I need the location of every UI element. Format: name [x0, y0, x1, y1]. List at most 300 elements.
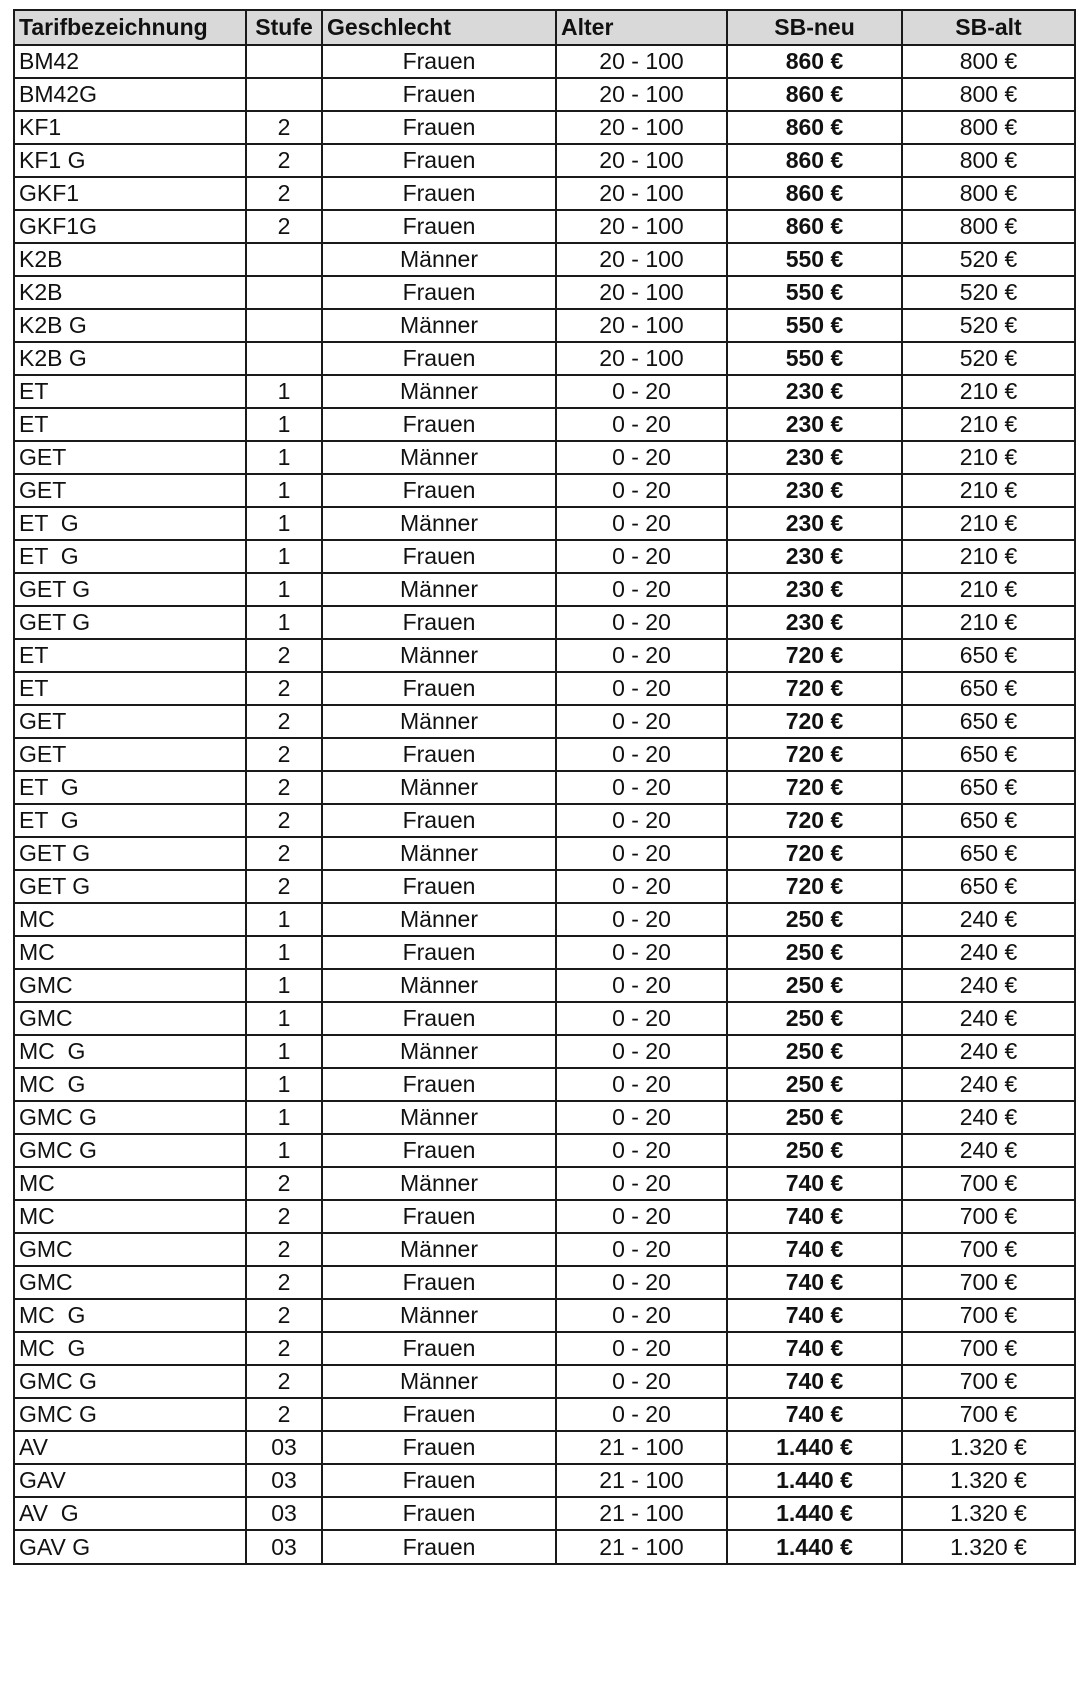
cell-alter: 0 - 20 [556, 837, 727, 870]
table-row [14, 507, 1075, 540]
cell-tarifbezeichnung: ET [14, 375, 246, 408]
cell-tarifbezeichnung: ET G [14, 771, 246, 804]
cell-sb-neu: 250 € [727, 903, 902, 936]
cell-alter: 0 - 20 [556, 375, 727, 408]
cell-sb-neu: 720 € [727, 705, 902, 738]
cell-tarifbezeichnung: MC G [14, 1299, 246, 1332]
cell-alter: 20 - 100 [556, 243, 727, 276]
cell-alter: 0 - 20 [556, 606, 727, 639]
cell-alter: 0 - 20 [556, 903, 727, 936]
cell-sb-alt: 240 € [902, 1002, 1075, 1035]
cell-sb-neu: 230 € [727, 375, 902, 408]
cell-sb-neu: 250 € [727, 1002, 902, 1035]
table-row [14, 804, 1075, 837]
table-row [14, 1068, 1075, 1101]
cell-alter: 0 - 20 [556, 870, 727, 903]
cell-stufe [246, 342, 322, 375]
cell-stufe: 2 [246, 1332, 322, 1365]
cell-sb-alt: 520 € [902, 342, 1075, 375]
cell-alter: 0 - 20 [556, 507, 727, 540]
cell-geschlecht: Frauen [322, 210, 556, 243]
cell-geschlecht: Frauen [322, 408, 556, 441]
cell-sb-alt: 210 € [902, 375, 1075, 408]
cell-stufe: 2 [246, 804, 322, 837]
cell-alter: 21 - 100 [556, 1497, 727, 1530]
cell-sb-alt: 210 € [902, 408, 1075, 441]
cell-stufe: 1 [246, 1035, 322, 1068]
cell-stufe [246, 243, 322, 276]
table-row [14, 540, 1075, 573]
cell-alter: 20 - 100 [556, 342, 727, 375]
cell-geschlecht: Frauen [322, 144, 556, 177]
cell-tarifbezeichnung: GMC G [14, 1101, 246, 1134]
cell-alter: 0 - 20 [556, 1035, 727, 1068]
table-row [14, 1167, 1075, 1200]
cell-tarifbezeichnung: K2B [14, 276, 246, 309]
cell-geschlecht: Männer [322, 507, 556, 540]
cell-geschlecht: Männer [322, 1101, 556, 1134]
table-row [14, 936, 1075, 969]
cell-sb-neu: 550 € [727, 309, 902, 342]
table-row [14, 375, 1075, 408]
header-row [14, 10, 1075, 45]
cell-geschlecht: Frauen [322, 342, 556, 375]
table-row [14, 903, 1075, 936]
table-row [14, 342, 1075, 375]
cell-stufe: 1 [246, 969, 322, 1002]
cell-sb-alt: 210 € [902, 441, 1075, 474]
cell-alter: 20 - 100 [556, 177, 727, 210]
table-row [14, 1002, 1075, 1035]
cell-stufe: 03 [246, 1464, 322, 1497]
cell-alter: 0 - 20 [556, 1398, 727, 1431]
cell-sb-alt: 700 € [902, 1398, 1075, 1431]
cell-stufe: 1 [246, 540, 322, 573]
cell-sb-neu: 230 € [727, 441, 902, 474]
cell-sb-neu: 860 € [727, 177, 902, 210]
cell-tarifbezeichnung: K2B G [14, 309, 246, 342]
cell-tarifbezeichnung: K2B [14, 243, 246, 276]
cell-tarifbezeichnung: ET [14, 639, 246, 672]
cell-sb-alt: 650 € [902, 870, 1075, 903]
cell-geschlecht: Frauen [322, 78, 556, 111]
cell-sb-alt: 210 € [902, 573, 1075, 606]
table-row [14, 870, 1075, 903]
cell-stufe: 2 [246, 672, 322, 705]
table-row [14, 144, 1075, 177]
cell-sb-neu: 250 € [727, 936, 902, 969]
cell-geschlecht: Frauen [322, 672, 556, 705]
cell-stufe [246, 276, 322, 309]
cell-tarifbezeichnung: MC G [14, 1068, 246, 1101]
cell-tarifbezeichnung: ET [14, 408, 246, 441]
cell-tarifbezeichnung: GET G [14, 837, 246, 870]
cell-geschlecht: Frauen [322, 1200, 556, 1233]
cell-alter: 0 - 20 [556, 1068, 727, 1101]
cell-stufe: 2 [246, 1200, 322, 1233]
cell-tarifbezeichnung: GET [14, 474, 246, 507]
cell-tarifbezeichnung: GMC [14, 969, 246, 1002]
cell-sb-alt: 1.320 € [902, 1464, 1075, 1497]
cell-sb-neu: 740 € [727, 1200, 902, 1233]
cell-tarifbezeichnung: GAV G [14, 1530, 246, 1564]
cell-sb-alt: 700 € [902, 1200, 1075, 1233]
cell-geschlecht: Männer [322, 771, 556, 804]
cell-stufe [246, 45, 322, 78]
cell-geschlecht: Frauen [322, 738, 556, 771]
header-sb-neu: SB-neu [727, 10, 902, 45]
table-row [14, 474, 1075, 507]
cell-sb-alt: 650 € [902, 705, 1075, 738]
cell-alter: 20 - 100 [556, 210, 727, 243]
cell-alter: 0 - 20 [556, 1167, 727, 1200]
cell-stufe: 2 [246, 771, 322, 804]
cell-alter: 0 - 20 [556, 771, 727, 804]
cell-stufe: 1 [246, 441, 322, 474]
cell-stufe: 03 [246, 1530, 322, 1564]
table-row [14, 738, 1075, 771]
cell-geschlecht: Frauen [322, 804, 556, 837]
cell-sb-neu: 860 € [727, 111, 902, 144]
cell-sb-neu: 250 € [727, 1068, 902, 1101]
cell-sb-neu: 230 € [727, 540, 902, 573]
cell-alter: 20 - 100 [556, 45, 727, 78]
cell-tarifbezeichnung: MC [14, 903, 246, 936]
table-row [14, 1134, 1075, 1167]
cell-sb-alt: 240 € [902, 1101, 1075, 1134]
header-tarifbezeichnung: Tarifbezeichnung [14, 10, 246, 45]
cell-stufe: 1 [246, 1002, 322, 1035]
cell-sb-neu: 720 € [727, 771, 902, 804]
cell-alter: 0 - 20 [556, 474, 727, 507]
cell-sb-alt: 240 € [902, 936, 1075, 969]
cell-sb-neu: 720 € [727, 870, 902, 903]
cell-alter: 0 - 20 [556, 738, 727, 771]
cell-sb-neu: 740 € [727, 1233, 902, 1266]
cell-alter: 0 - 20 [556, 1233, 727, 1266]
cell-geschlecht: Männer [322, 1365, 556, 1398]
cell-sb-neu: 230 € [727, 606, 902, 639]
cell-sb-alt: 650 € [902, 837, 1075, 870]
cell-sb-alt: 520 € [902, 243, 1075, 276]
cell-stufe: 1 [246, 408, 322, 441]
tariff-table [13, 9, 1076, 1565]
cell-tarifbezeichnung: GAV [14, 1464, 246, 1497]
cell-sb-alt: 800 € [902, 210, 1075, 243]
cell-sb-alt: 240 € [902, 1134, 1075, 1167]
cell-tarifbezeichnung: GET [14, 441, 246, 474]
cell-tarifbezeichnung: MC [14, 936, 246, 969]
cell-alter: 0 - 20 [556, 1332, 727, 1365]
table-row [14, 111, 1075, 144]
cell-tarifbezeichnung: GMC [14, 1002, 246, 1035]
table-row [14, 573, 1075, 606]
table-row [14, 1200, 1075, 1233]
cell-alter: 0 - 20 [556, 804, 727, 837]
cell-stufe: 2 [246, 144, 322, 177]
table-row [14, 276, 1075, 309]
cell-tarifbezeichnung: KF1 [14, 111, 246, 144]
cell-sb-neu: 230 € [727, 474, 902, 507]
cell-alter: 0 - 20 [556, 573, 727, 606]
cell-sb-neu: 250 € [727, 1134, 902, 1167]
cell-sb-alt: 210 € [902, 606, 1075, 639]
cell-sb-neu: 740 € [727, 1299, 902, 1332]
cell-stufe: 2 [246, 1365, 322, 1398]
cell-geschlecht: Männer [322, 969, 556, 1002]
cell-sb-alt: 240 € [902, 903, 1075, 936]
cell-tarifbezeichnung: GET G [14, 606, 246, 639]
cell-geschlecht: Männer [322, 243, 556, 276]
cell-sb-neu: 1.440 € [727, 1464, 902, 1497]
cell-geschlecht: Frauen [322, 870, 556, 903]
cell-stufe: 2 [246, 738, 322, 771]
cell-alter: 20 - 100 [556, 111, 727, 144]
cell-tarifbezeichnung: ET G [14, 804, 246, 837]
cell-alter: 0 - 20 [556, 1200, 727, 1233]
header-sb-alt: SB-alt [902, 10, 1075, 45]
cell-geschlecht: Frauen [322, 276, 556, 309]
cell-sb-alt: 210 € [902, 507, 1075, 540]
cell-tarifbezeichnung: ET [14, 672, 246, 705]
cell-alter: 0 - 20 [556, 639, 727, 672]
table-row [14, 1299, 1075, 1332]
table-header [14, 10, 1075, 45]
table-row [14, 1101, 1075, 1134]
cell-geschlecht: Frauen [322, 1002, 556, 1035]
cell-alter: 0 - 20 [556, 540, 727, 573]
cell-sb-alt: 240 € [902, 1068, 1075, 1101]
cell-tarifbezeichnung: GET G [14, 870, 246, 903]
cell-tarifbezeichnung: GMC G [14, 1398, 246, 1431]
header-stufe: Stufe [246, 10, 322, 45]
cell-tarifbezeichnung: K2B G [14, 342, 246, 375]
table-row [14, 1497, 1075, 1530]
cell-geschlecht: Frauen [322, 111, 556, 144]
cell-sb-neu: 860 € [727, 144, 902, 177]
table-row [14, 1464, 1075, 1497]
cell-geschlecht: Frauen [322, 606, 556, 639]
table-row [14, 441, 1075, 474]
cell-alter: 0 - 20 [556, 969, 727, 1002]
cell-tarifbezeichnung: AV G [14, 1497, 246, 1530]
cell-sb-alt: 800 € [902, 144, 1075, 177]
cell-tarifbezeichnung: GKF1 [14, 177, 246, 210]
cell-stufe: 2 [246, 1299, 322, 1332]
cell-geschlecht: Frauen [322, 1398, 556, 1431]
cell-sb-neu: 550 € [727, 276, 902, 309]
cell-alter: 21 - 100 [556, 1530, 727, 1564]
table-row [14, 309, 1075, 342]
cell-sb-neu: 550 € [727, 243, 902, 276]
cell-alter: 0 - 20 [556, 1299, 727, 1332]
cell-geschlecht: Männer [322, 837, 556, 870]
cell-sb-neu: 720 € [727, 639, 902, 672]
cell-sb-neu: 230 € [727, 507, 902, 540]
cell-stufe: 1 [246, 936, 322, 969]
cell-alter: 0 - 20 [556, 1002, 727, 1035]
cell-sb-alt: 700 € [902, 1266, 1075, 1299]
cell-geschlecht: Frauen [322, 1497, 556, 1530]
cell-tarifbezeichnung: GMC G [14, 1365, 246, 1398]
cell-sb-alt: 700 € [902, 1299, 1075, 1332]
table-row [14, 45, 1075, 78]
cell-sb-alt: 700 € [902, 1332, 1075, 1365]
cell-alter: 0 - 20 [556, 1365, 727, 1398]
cell-sb-alt: 650 € [902, 771, 1075, 804]
cell-sb-neu: 550 € [727, 342, 902, 375]
cell-alter: 0 - 20 [556, 1101, 727, 1134]
table-row [14, 1035, 1075, 1068]
cell-alter: 0 - 20 [556, 408, 727, 441]
cell-sb-alt: 650 € [902, 804, 1075, 837]
cell-stufe: 1 [246, 474, 322, 507]
cell-alter: 0 - 20 [556, 441, 727, 474]
cell-stufe [246, 78, 322, 111]
header-alter: Alter [556, 10, 727, 45]
table-row [14, 771, 1075, 804]
cell-tarifbezeichnung: GET [14, 738, 246, 771]
cell-stufe: 1 [246, 375, 322, 408]
cell-tarifbezeichnung: GET [14, 705, 246, 738]
cell-alter: 0 - 20 [556, 1134, 727, 1167]
cell-alter: 0 - 20 [556, 672, 727, 705]
cell-geschlecht: Frauen [322, 1431, 556, 1464]
cell-sb-alt: 800 € [902, 45, 1075, 78]
cell-geschlecht: Männer [322, 1035, 556, 1068]
cell-geschlecht: Frauen [322, 45, 556, 78]
table-row [14, 1332, 1075, 1365]
cell-geschlecht: Männer [322, 1299, 556, 1332]
cell-tarifbezeichnung: GMC [14, 1233, 246, 1266]
cell-sb-neu: 860 € [727, 210, 902, 243]
cell-sb-alt: 650 € [902, 672, 1075, 705]
cell-alter: 0 - 20 [556, 705, 727, 738]
cell-sb-alt: 1.320 € [902, 1431, 1075, 1464]
cell-geschlecht: Männer [322, 1167, 556, 1200]
cell-alter: 21 - 100 [556, 1464, 727, 1497]
table-row [14, 639, 1075, 672]
cell-stufe: 03 [246, 1431, 322, 1464]
cell-stufe: 1 [246, 507, 322, 540]
cell-stufe: 2 [246, 705, 322, 738]
table-row [14, 408, 1075, 441]
cell-geschlecht: Frauen [322, 1332, 556, 1365]
cell-geschlecht: Frauen [322, 936, 556, 969]
cell-geschlecht: Männer [322, 573, 556, 606]
table-row [14, 1431, 1075, 1464]
cell-sb-alt: 240 € [902, 969, 1075, 1002]
table-body [14, 45, 1075, 1564]
cell-stufe: 2 [246, 210, 322, 243]
cell-geschlecht: Männer [322, 903, 556, 936]
header-geschlecht: Geschlecht [322, 10, 556, 45]
table-row [14, 243, 1075, 276]
table-row [14, 837, 1075, 870]
table-row [14, 1398, 1075, 1431]
cell-tarifbezeichnung: ET G [14, 540, 246, 573]
cell-sb-alt: 210 € [902, 474, 1075, 507]
cell-tarifbezeichnung: ET G [14, 507, 246, 540]
table-row [14, 606, 1075, 639]
cell-sb-neu: 250 € [727, 969, 902, 1002]
table-row [14, 1530, 1075, 1564]
cell-geschlecht: Frauen [322, 1068, 556, 1101]
cell-stufe: 2 [246, 1398, 322, 1431]
cell-sb-alt: 1.320 € [902, 1497, 1075, 1530]
cell-sb-neu: 860 € [727, 45, 902, 78]
cell-sb-neu: 250 € [727, 1101, 902, 1134]
cell-sb-neu: 860 € [727, 78, 902, 111]
cell-geschlecht: Männer [322, 705, 556, 738]
cell-tarifbezeichnung: AV [14, 1431, 246, 1464]
cell-stufe: 2 [246, 870, 322, 903]
cell-tarifbezeichnung: MC [14, 1200, 246, 1233]
cell-geschlecht: Frauen [322, 1530, 556, 1564]
cell-sb-neu: 740 € [727, 1398, 902, 1431]
cell-geschlecht: Frauen [322, 474, 556, 507]
cell-tarifbezeichnung: MC G [14, 1332, 246, 1365]
cell-sb-neu: 1.440 € [727, 1530, 902, 1564]
tariff-table-container [13, 9, 1076, 1565]
cell-stufe: 1 [246, 1068, 322, 1101]
cell-geschlecht: Männer [322, 375, 556, 408]
cell-sb-alt: 1.320 € [902, 1530, 1075, 1564]
cell-alter: 21 - 100 [556, 1431, 727, 1464]
cell-geschlecht: Frauen [322, 1134, 556, 1167]
cell-stufe [246, 309, 322, 342]
cell-sb-neu: 720 € [727, 837, 902, 870]
table-row [14, 210, 1075, 243]
cell-geschlecht: Männer [322, 1233, 556, 1266]
cell-sb-alt: 800 € [902, 78, 1075, 111]
cell-stufe: 2 [246, 837, 322, 870]
cell-alter: 0 - 20 [556, 1266, 727, 1299]
cell-sb-neu: 740 € [727, 1332, 902, 1365]
table-row [14, 672, 1075, 705]
table-row [14, 1266, 1075, 1299]
cell-sb-neu: 720 € [727, 804, 902, 837]
table-row [14, 1365, 1075, 1398]
cell-stufe: 2 [246, 177, 322, 210]
cell-sb-neu: 740 € [727, 1365, 902, 1398]
cell-tarifbezeichnung: MC [14, 1167, 246, 1200]
cell-stufe: 2 [246, 1167, 322, 1200]
cell-alter: 20 - 100 [556, 78, 727, 111]
cell-tarifbezeichnung: KF1 G [14, 144, 246, 177]
cell-alter: 20 - 100 [556, 276, 727, 309]
cell-tarifbezeichnung: GET G [14, 573, 246, 606]
cell-stufe: 2 [246, 1233, 322, 1266]
cell-geschlecht: Männer [322, 639, 556, 672]
cell-stufe: 1 [246, 573, 322, 606]
cell-sb-neu: 740 € [727, 1266, 902, 1299]
cell-sb-alt: 700 € [902, 1167, 1075, 1200]
table-row [14, 705, 1075, 738]
cell-sb-neu: 740 € [727, 1167, 902, 1200]
cell-sb-alt: 700 € [902, 1233, 1075, 1266]
cell-sb-alt: 520 € [902, 309, 1075, 342]
cell-geschlecht: Männer [322, 309, 556, 342]
cell-stufe: 1 [246, 606, 322, 639]
cell-alter: 20 - 100 [556, 144, 727, 177]
cell-sb-alt: 800 € [902, 111, 1075, 144]
cell-sb-neu: 250 € [727, 1035, 902, 1068]
cell-sb-neu: 720 € [727, 738, 902, 771]
cell-sb-neu: 1.440 € [727, 1497, 902, 1530]
cell-sb-alt: 700 € [902, 1365, 1075, 1398]
cell-geschlecht: Männer [322, 441, 556, 474]
